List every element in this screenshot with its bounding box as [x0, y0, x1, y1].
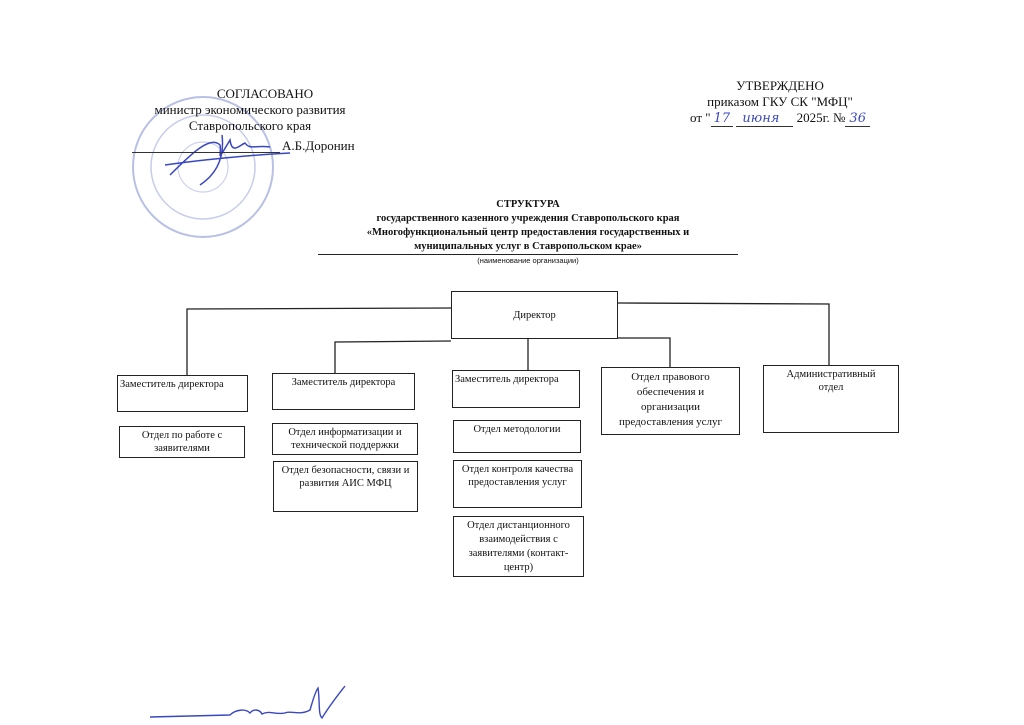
- title-line-2: «Многофункциональный центр предоставления государственных и: [366, 227, 690, 238]
- title-heading: СТРУКТУРА: [496, 199, 560, 210]
- date-prefix: от ": [690, 110, 711, 125]
- approval-left-signatory: А.Б.Доронин: [282, 138, 355, 153]
- date-day: 17: [711, 111, 734, 127]
- approval-right-heading: УТВЕРЖДЕНО: [736, 78, 824, 93]
- unit-contact-center: Отдел дистанционного взаимодействия с заявителями (контакт-центр): [453, 516, 584, 577]
- legal-department: Отдел правового обеспечения и организации предоставления услуг: [601, 367, 740, 435]
- unit-security: Отдел безопасности, связи и развития АИС МФЦ: [273, 461, 418, 512]
- administrative-department: Административный отдел: [763, 365, 899, 433]
- deputy-director-1: Заместитель директора: [117, 375, 248, 412]
- deputy-director-3: Заместитель директора: [452, 370, 580, 408]
- unit-applicants: Отдел по работе с заявителями: [119, 426, 245, 458]
- unit-quality-control: Отдел контроля качества предоставления услуг: [453, 460, 582, 508]
- title-caption: (наименование организации): [477, 256, 579, 265]
- approval-right-order: приказом ГКУ СК "МФЦ": [707, 94, 853, 109]
- director-box: Директор: [451, 291, 618, 339]
- unit-methodology: Отдел методологии: [453, 420, 581, 453]
- date-year: 2025г. №: [796, 110, 846, 125]
- signature-bottom: [150, 680, 350, 725]
- approval-left-position-1: министр экономического развития: [154, 102, 346, 117]
- order-number: 36: [845, 111, 870, 127]
- date-month: июня: [736, 111, 793, 127]
- unit-informatization: Отдел информатизации и технической поддержки: [272, 423, 418, 455]
- approval-left-position-2: Ставропольского края: [188, 118, 312, 133]
- title-line-1: государственного казенного учреждения Ставропольского края: [376, 213, 680, 224]
- deputy-director-2: Заместитель директора: [272, 373, 415, 410]
- title-line-3: муниципальных услуг в Ставропольском крае»: [318, 240, 738, 255]
- approval-left-heading: СОГЛАСОВАНО: [216, 86, 314, 101]
